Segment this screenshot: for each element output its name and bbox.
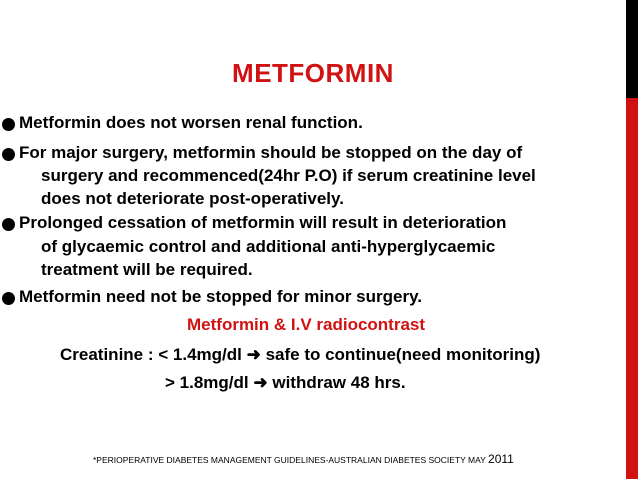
bullet-3-line-2: of glycaemic control and additional anti-hyperglycaemic (41, 237, 496, 256)
bullet-icon (2, 218, 15, 231)
creatinine-result-1: safe to continue(need monitoring) (265, 345, 541, 364)
footnote-year: 2011 (488, 452, 514, 466)
sidebar-accent-red (626, 98, 638, 479)
bullet-2-line-2: surgery and recommenced(24hr P.O) if serum creatinine level (41, 166, 536, 185)
footnote-text: *PERIOPERATIVE DIABETES MANAGEMENT GUIDELINES-AUSTRALIAN DIABETES SOCIETY MAY (93, 455, 486, 465)
bullet-icon (2, 118, 15, 131)
right-arrow-icon: ➜ (246, 345, 261, 364)
creatinine-result-2: withdraw 48 hrs. (272, 373, 406, 392)
footnote (93, 452, 514, 466)
bullet-2-line-1: For major surgery, metformin should be stopped on the day of (19, 143, 523, 162)
bullet-icon (2, 292, 15, 305)
bullet-2-line-3: does not deteriorate post-operatively. (41, 189, 344, 208)
creatinine-threshold-2: > 1.8mg/dl (165, 373, 249, 392)
creatinine-label: Creatinine : < 1.4mg/dl (60, 345, 242, 364)
bullet-4-text: Metformin need not be stopped for minor surgery. (19, 287, 422, 306)
right-arrow-icon: ➜ (253, 373, 268, 392)
bullet-3-line-1: Prolonged cessation of metformin will result in deterioration (19, 213, 507, 232)
bullet-icon (2, 148, 15, 161)
subheading: Metformin & I.V radiocontrast (187, 315, 426, 334)
creatinine-line-1 (60, 345, 540, 365)
creatinine-line-2 (165, 373, 406, 393)
slide-title: METFORMIN (232, 58, 394, 88)
bullet-3-line-3: treatment will be required. (41, 260, 253, 279)
sidebar-accent-black (626, 0, 638, 98)
bullet-1-text: Metformin does not worsen renal function. (19, 113, 363, 132)
